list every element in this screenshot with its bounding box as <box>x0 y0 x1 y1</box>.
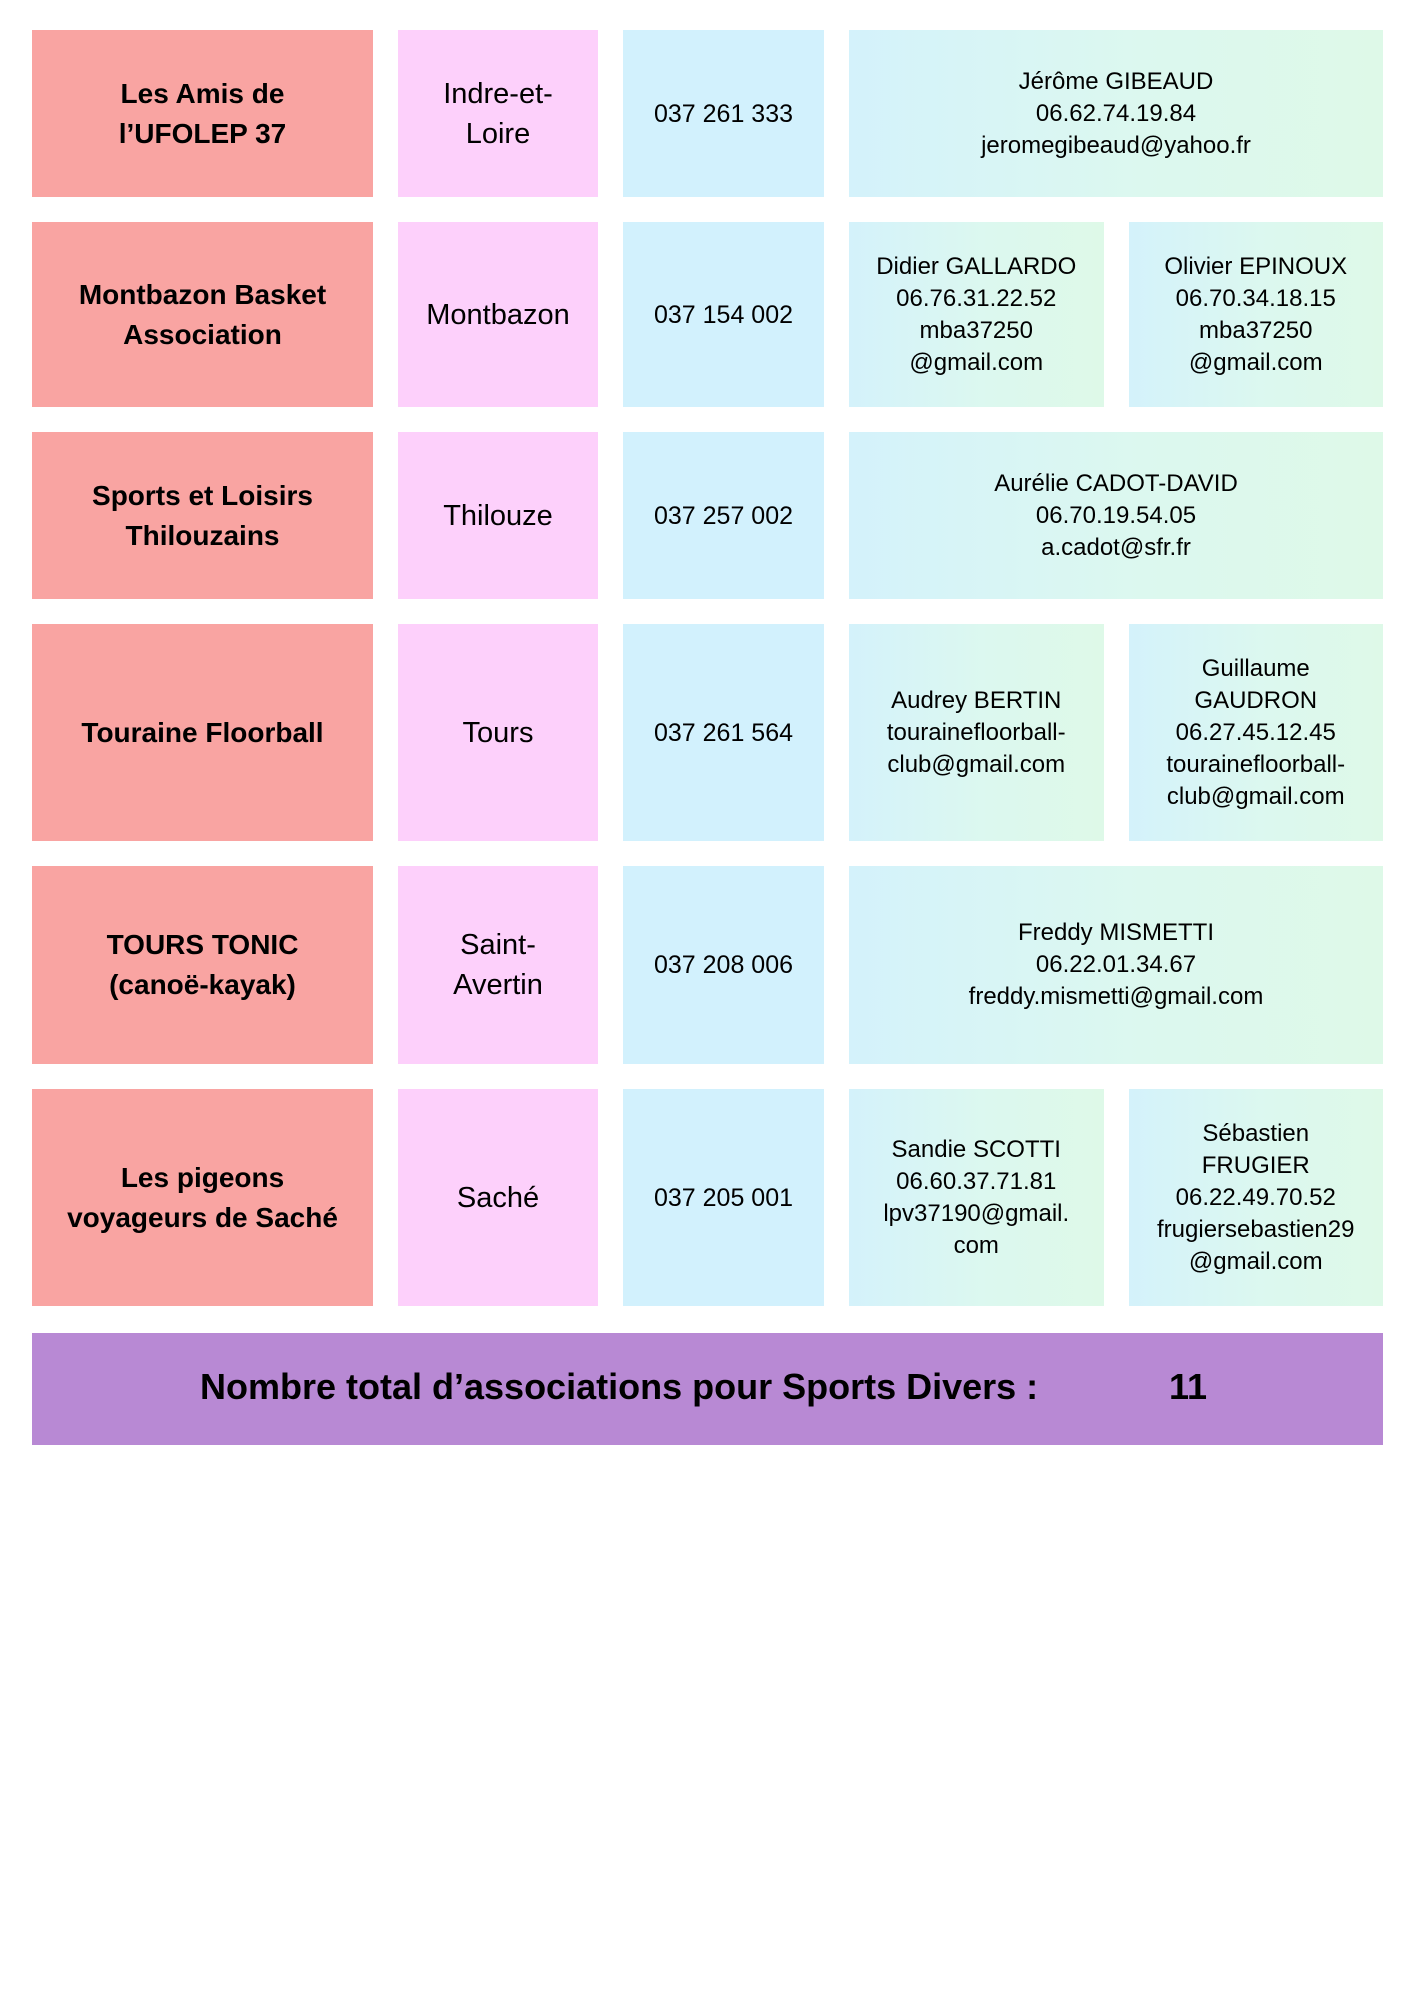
contact-card: Freddy MISMETTI 06.22.01.34.67 freddy.mismetti@gmail.com <box>849 866 1383 1064</box>
contact-card: Didier GALLARDO 06.76.31.22.52 mba37250 @gmail.com <box>849 222 1104 407</box>
affiliation-number: 037 257 002 <box>623 432 824 599</box>
contacts <box>849 1089 1383 1306</box>
association-city: Saint- Avertin <box>398 866 598 1064</box>
association-city: Montbazon <box>398 222 598 407</box>
contact-card: Sébastien FRUGIER 06.22.49.70.52 frugiersebastien29 @gmail.com <box>1129 1089 1384 1306</box>
affiliation-number: 037 261 564 <box>623 624 824 841</box>
table-row <box>32 866 1383 1064</box>
contacts <box>849 30 1383 197</box>
association-city: Indre-et- Loire <box>398 30 598 197</box>
total-value: 11 <box>1169 1366 1208 1407</box>
affiliation-number: 037 205 001 <box>623 1089 824 1306</box>
contacts <box>849 866 1383 1064</box>
table-row <box>32 30 1383 197</box>
associations-table <box>32 30 1383 1331</box>
affiliation-number: 037 208 006 <box>623 866 824 1064</box>
association-name: Touraine Floorball <box>32 624 373 841</box>
contact-card: Guillaume GAUDRON 06.27.45.12.45 tourainefloorball- club@gmail.com <box>1129 624 1384 841</box>
contacts <box>849 624 1383 841</box>
table-row <box>32 432 1383 599</box>
association-name: Sports et Loisirs Thilouzains <box>32 432 373 599</box>
contact-card: Sandie SCOTTI 06.60.37.71.81 lpv37190@gmail. com <box>849 1089 1104 1306</box>
contact-card: Audrey BERTIN tourainefloorball- club@gmail.com <box>849 624 1104 841</box>
association-city: Saché <box>398 1089 598 1306</box>
affiliation-number: 037 154 002 <box>623 222 824 407</box>
association-name: TOURS TONIC (canoë-kayak) <box>32 866 373 1064</box>
association-name: Montbazon Basket Association <box>32 222 373 407</box>
association-city: Thilouze <box>398 432 598 599</box>
contact-card: Aurélie CADOT-DAVID 06.70.19.54.05 a.cadot@sfr.fr <box>849 432 1383 599</box>
table-row <box>32 222 1383 407</box>
total-banner <box>32 1333 1383 1445</box>
association-name: Les Amis de l’UFOLEP 37 <box>32 30 373 197</box>
total-label: Nombre total d’associations pour Sports Divers : <box>200 1366 1039 1407</box>
contacts <box>849 432 1383 599</box>
contact-card: Olivier EPINOUX 06.70.34.18.15 mba37250 @gmail.com <box>1129 222 1384 407</box>
association-city: Tours <box>398 624 598 841</box>
contact-card: Jérôme GIBEAUD 06.62.74.19.84 jeromegibeaud@yahoo.fr <box>849 30 1383 197</box>
table-row <box>32 624 1383 841</box>
association-name: Les pigeons voyageurs de Saché <box>32 1089 373 1306</box>
table-row <box>32 1089 1383 1306</box>
affiliation-number: 037 261 333 <box>623 30 824 197</box>
contacts <box>849 222 1383 407</box>
